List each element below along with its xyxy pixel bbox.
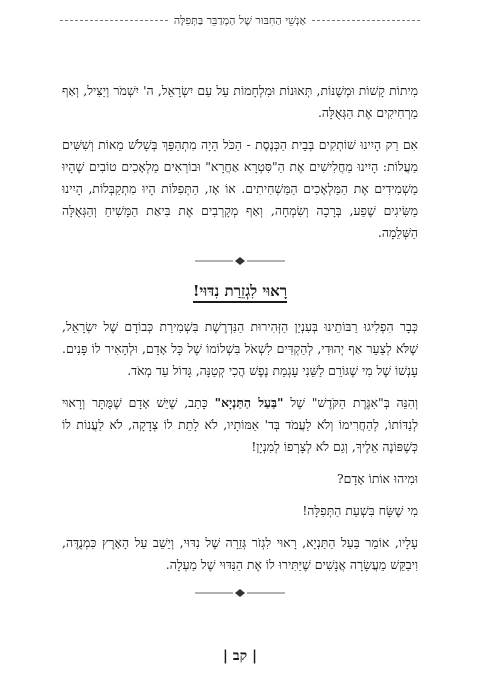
- running-header: [60, 14, 420, 27]
- paragraph-honor: כְּבָר הִפְלִיגוּ רַבּוֹתֵינוּ בְּעִנְיַן הַזְּהִירוּת הַנִּדְרֶשֶׁת בִּשְׁמִירַת כְּבוֹדָם שֶׁל יִשְׂרָאֵל, שֶׁלֹּא לְצַעֵר אַף יְהוּדִי, לְהַקְדִּים לִשְׁאֹל בִּשְׁלוֹמוֹ שֶׁל כָּל אָדָם, וּלְהָאִיר לוֹ פָּנִים. עָנְשׁוֹ שֶׁל מִי שֶׁגּוֹרֵם לַשֵּׁנִי עָגְמַת נֶפֶשׁ הֲכִי קְטַנָּה, גָּדוֹל עַד מְאֹד.: [62, 319, 418, 378]
- answer-who: מִי שֶׁשָּׂח בִּשְׁעַת הַתְּפִלָּה!: [302, 503, 418, 518]
- section-title: [62, 280, 418, 302]
- page-number: | קב |: [222, 648, 258, 664]
- page-content: [62, 80, 418, 612]
- section-title-text: רָאוּי לִגְזֵרַת נִדּוּי!: [193, 282, 287, 303]
- ornament-divider-bottom-icon: [195, 588, 285, 598]
- ornament-divider-icon: [195, 256, 285, 266]
- paragraph-excommunication: עָלָיו, אוֹמֵר בַּעַל הַתַּנְיָא, רָאוּי לִגְזֹר גְּזֵרָה שֶׁל נִדּוּי, וְיֵשֵׁב עַל הָאָרֶץ כִּמְנֻדֶּה, וִיבַקֵּשׁ מֵעֲשָׂרָה אֲנָשִׁים שֶׁיַּתִּירוּ לוֹ אֶת הַנִּדּוּי שֶׁל מַעְלָה.: [62, 535, 418, 572]
- tanya-author-name: "בַּעַל הַתַּנְיָא": [214, 395, 284, 410]
- running-title: אַנְשֵׁי הַחִבּוּר שֶׁל הַמְדַבֵּר בַּתְּפִלָּה: [173, 14, 307, 27]
- paragraph-tanya: [62, 392, 418, 458]
- ornament-divider: [62, 256, 418, 266]
- ornament-divider-bottom: [62, 588, 418, 598]
- header-dash-right: [312, 20, 420, 21]
- header-dash-left: [60, 20, 168, 21]
- tanya-text-after: כָּתַב, שֶׁיֵּשׁ אָדָם שֶׁמֻּתָּר וְרָאוּי לְנַדּוֹתוֹ, לְהַחֲרִימוֹ וְלֹא לַעֲמֹד בְּד' אַמּוֹתָיו, לֹא לָתֵת לוֹ צְדָקָה, לֹא לַעֲנוֹת לוֹ כְּשֶׁפּוֹנֶה אֵלֶיךָ, וְגַם לֹא לְצָרְפוֹ לְמִנְיָן!: [62, 395, 418, 454]
- paragraph-silence: אִם רַק הָיִינוּ שׁוֹתְקִים בְּבֵית הַכְּנֶסֶת - הַכֹּל הָיָה מִתְהַפֵּךְ בְּשָׁלֹשׁ מֵאוֹת וְשִׁשִּׁים מַעֲלוֹת: הָיִינוּ מַחֲלִישִׁים אֶת הַ"סִּטְרָא אַחֲרָא" וּבוֹרְאִים מַלְאָכִים טוֹבִים שֶׁהָיוּ מַשְׁמִידִים אֶת הַמַּלְאָכִים הַמַּשְׁחִיתִים. אוֹ אָז, הַתְּפִלּוֹת הָיוּ מִתְקַבְּלוֹת, הָיִינוּ מַשִּׂיגִים שֶׁפַע, בְּרָכָה וְשִׂמְחָה, וְאַף מְקָרְבִים אֶת בִּיאַת הַמָּשִׁיחַ וְהַגְּאֻלָּה הַשְּׁלֵמָה.: [62, 137, 418, 240]
- paragraph-continuation: מִיתוֹת קָשׁוֹת וּמְשֻׁנּוֹת, תְּאוּנוֹת וּמִלְחָמוֹת עַל עַם יִשְׂרָאֵל, ה' יִשְׁמֹר וְיַצִּיל, וְאַף מַרְחִיקִים אֶת הַגְּאֻלָּה.: [62, 83, 418, 120]
- tanya-text-before: וְהִנֵּה בְּ"אִגֶּרֶת הַקֹּדֶשׁ" שֶׁל: [283, 395, 418, 410]
- question-who: וּמִיהוּ אוֹתוֹ אָדָם?: [336, 471, 418, 486]
